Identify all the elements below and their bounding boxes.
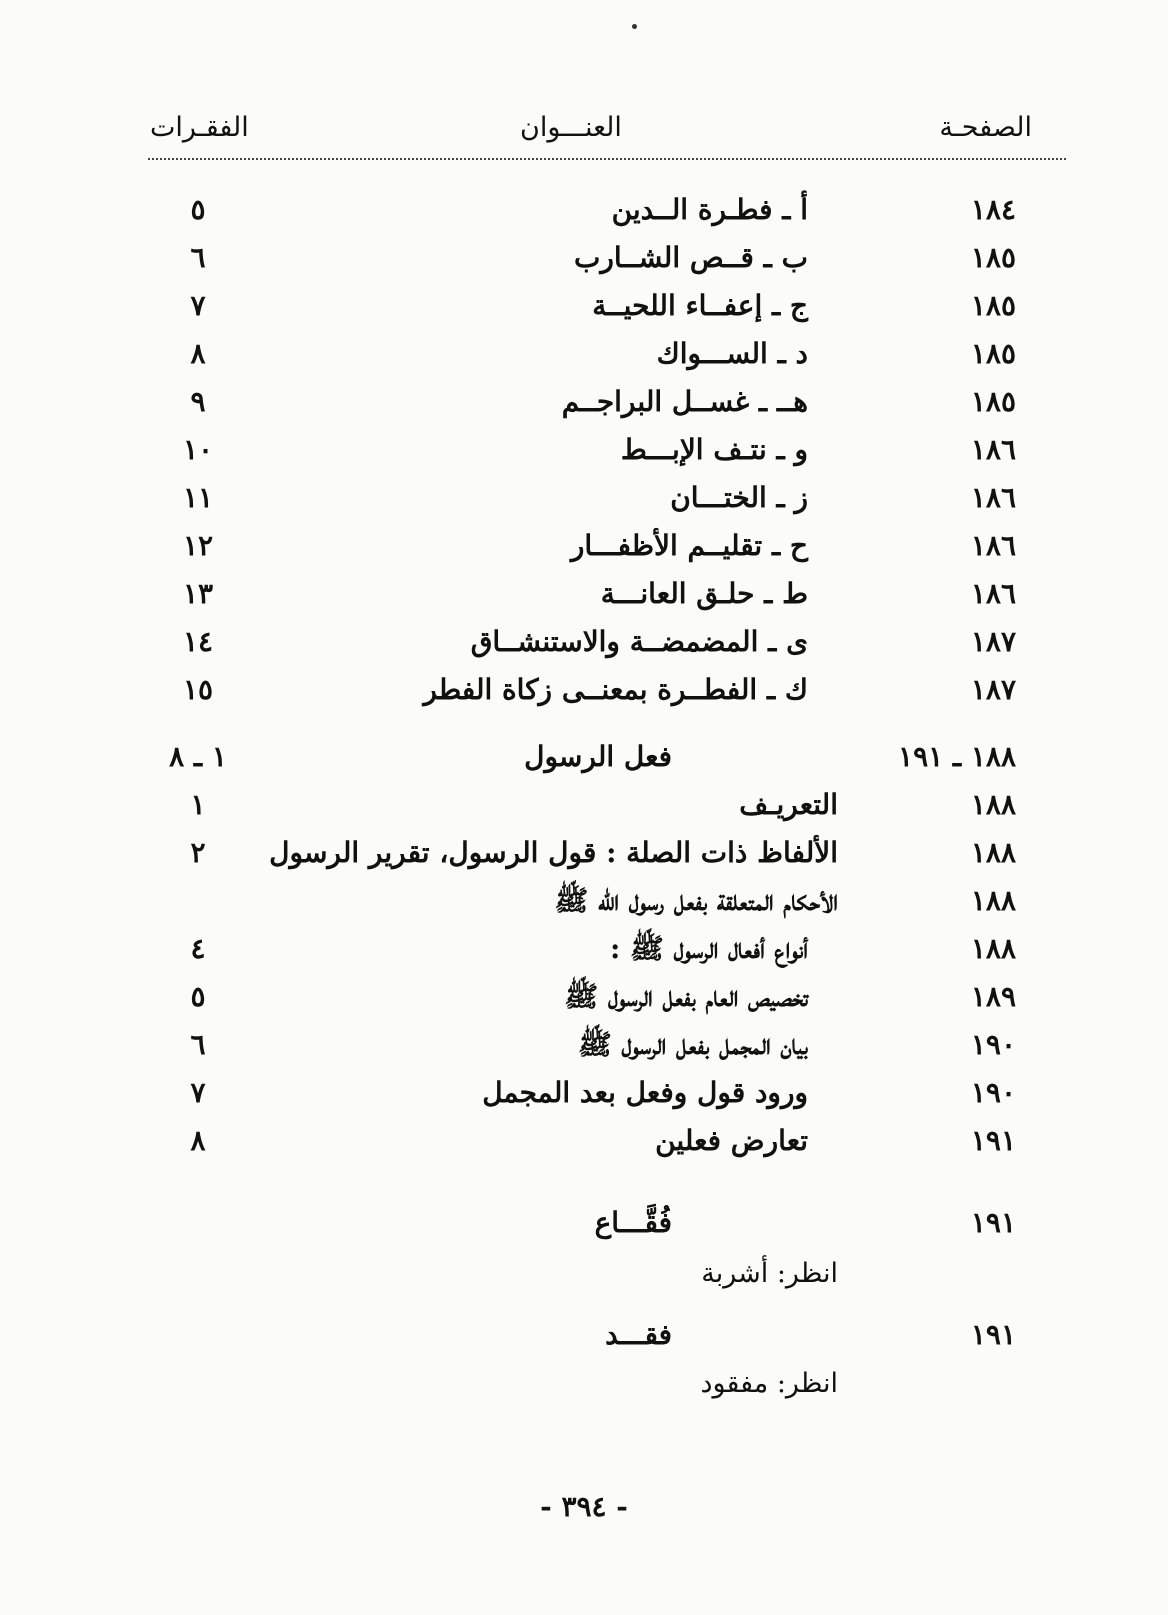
header-page-column: الصفحـة — [939, 112, 1032, 143]
row-title: أ ـ فطـرة الــدين — [611, 193, 808, 226]
index-row — [0, 1076, 1168, 1122]
row-paragraph: ١٣ — [182, 577, 214, 610]
row-page: ١٨٩ — [970, 980, 1016, 1013]
row-paragraph: ٧ — [190, 1076, 206, 1109]
index-row — [0, 836, 1168, 882]
row-title: و ـ نتـف الإبـــط — [620, 433, 808, 466]
row-title: التعريـف — [739, 788, 838, 821]
row-page: ١٨٦ — [970, 529, 1016, 562]
row-page: ١٨٥ — [970, 289, 1016, 322]
row-paragraph: ١٥ — [182, 673, 214, 706]
index-row — [0, 980, 1168, 1026]
section-heading-row — [0, 740, 1168, 786]
row-page: ١٨٨ — [970, 884, 1016, 917]
row-title: الألفاظ ذات الصلة : قول الرسول، تقرير الرسول — [269, 836, 838, 869]
index-row — [0, 1124, 1168, 1170]
row-page: ١٨٨ — [970, 836, 1016, 869]
row-paragraph: ٩ — [190, 385, 206, 418]
index-row — [0, 385, 1168, 431]
header-title-column: العنـــوان — [520, 112, 622, 143]
row-paragraph: ٦ — [190, 241, 206, 274]
index-row — [0, 481, 1168, 527]
entry-heading: فقـــد — [605, 1318, 672, 1351]
row-page: ١٩٠ — [970, 1076, 1016, 1109]
row-page: ١٨٦ — [970, 481, 1016, 514]
index-row — [0, 529, 1168, 575]
section-heading: فعل الرسول — [524, 740, 672, 773]
row-page: ١٨٧ — [970, 625, 1016, 658]
row-page: ١٨٥ — [970, 337, 1016, 370]
section-page-range: ١٨٨ ـ ١٩١ — [898, 740, 1016, 773]
row-title: ب ـ قــص الشــارب — [573, 241, 808, 274]
row-page: ١٨٥ — [970, 385, 1016, 418]
index-row — [0, 337, 1168, 383]
index-row — [0, 932, 1168, 978]
row-paragraph: ١٢ — [182, 529, 214, 562]
section-paragraph-range: ١ ـ ٨ — [169, 740, 227, 773]
index-row — [0, 433, 1168, 479]
row-title: الأحكام المتعلقة بفعل رسول الله ﷺ — [554, 884, 838, 917]
index-row — [0, 577, 1168, 623]
index-row — [0, 241, 1168, 287]
row-paragraph: ٨ — [190, 1124, 206, 1157]
row-page: ١٨٨ — [970, 932, 1016, 965]
row-title: ز ـ الختـــان — [670, 481, 808, 514]
row-title: ك ـ الفطــرة بمعنــى زكاة الفطر — [423, 673, 808, 706]
row-title: هــ ـ غســل البراجــم — [561, 385, 808, 418]
row-title: تعارض فعلين — [655, 1124, 808, 1157]
row-title: بيان المجمل بفعل الرسول ﷺ — [577, 1028, 808, 1061]
row-title: ح ـ تقليــم الأظفـــار — [570, 529, 808, 562]
index-row — [0, 193, 1168, 239]
entry-heading-row — [0, 1318, 1168, 1364]
index-row — [0, 673, 1168, 719]
row-title: ى ـ المضمضــة والاستنشــاق — [470, 625, 808, 658]
row-title: أنواع أفعال الرسول ﷺ : — [609, 932, 808, 965]
page-number: - ٣٩٤ - — [540, 1490, 628, 1523]
row-paragraph: ١ — [190, 788, 206, 821]
index-row — [0, 788, 1168, 834]
row-title: د ـ الســـواك — [656, 337, 808, 370]
index-row — [0, 289, 1168, 335]
row-paragraph: ٧ — [190, 289, 206, 322]
row-paragraph: ٢ — [190, 836, 206, 869]
row-paragraph: ١٤ — [182, 625, 214, 658]
entry-heading-row — [0, 1206, 1168, 1252]
ink-speck — [632, 24, 637, 29]
row-title: ج ـ إعفــاء اللحيــة — [592, 289, 808, 322]
row-paragraph: ٤ — [190, 932, 206, 965]
entry-page: ١٩١ — [970, 1206, 1016, 1239]
entry-heading: فُقَّـــاع — [594, 1206, 672, 1239]
row-paragraph: ٦ — [190, 1028, 206, 1061]
row-page: ١٨٤ — [970, 193, 1016, 226]
row-page: ١٨٥ — [970, 241, 1016, 274]
row-page: ١٨٨ — [970, 788, 1016, 821]
row-paragraph: ١٠ — [182, 433, 214, 466]
index-row — [0, 625, 1168, 671]
header-paragraphs-column: الفقـرات — [150, 112, 249, 143]
row-paragraph: ٥ — [190, 193, 206, 226]
row-paragraph: ١١ — [182, 481, 214, 514]
row-title: ط ـ حلـق العانـــة — [600, 577, 808, 610]
row-page: ١٨٦ — [970, 433, 1016, 466]
header-dotted-rule — [148, 158, 1066, 160]
row-page: ١٩١ — [970, 1124, 1016, 1157]
row-paragraph: ٨ — [190, 337, 206, 370]
row-paragraph: ٥ — [190, 980, 206, 1013]
row-page: ١٨٧ — [970, 673, 1016, 706]
row-title: ورود قول وفعل بعد المجمل — [482, 1076, 808, 1109]
row-title: تخصيص العام بفعل الرسول ﷺ — [564, 980, 808, 1013]
index-row — [0, 1028, 1168, 1074]
see-reference: انظر: مفقود — [700, 1368, 838, 1399]
index-row — [0, 884, 1168, 930]
see-reference: انظر: أشربة — [701, 1258, 838, 1289]
row-page: ١٨٦ — [970, 577, 1016, 610]
entry-page: ١٩١ — [970, 1318, 1016, 1351]
row-page: ١٩٠ — [970, 1028, 1016, 1061]
